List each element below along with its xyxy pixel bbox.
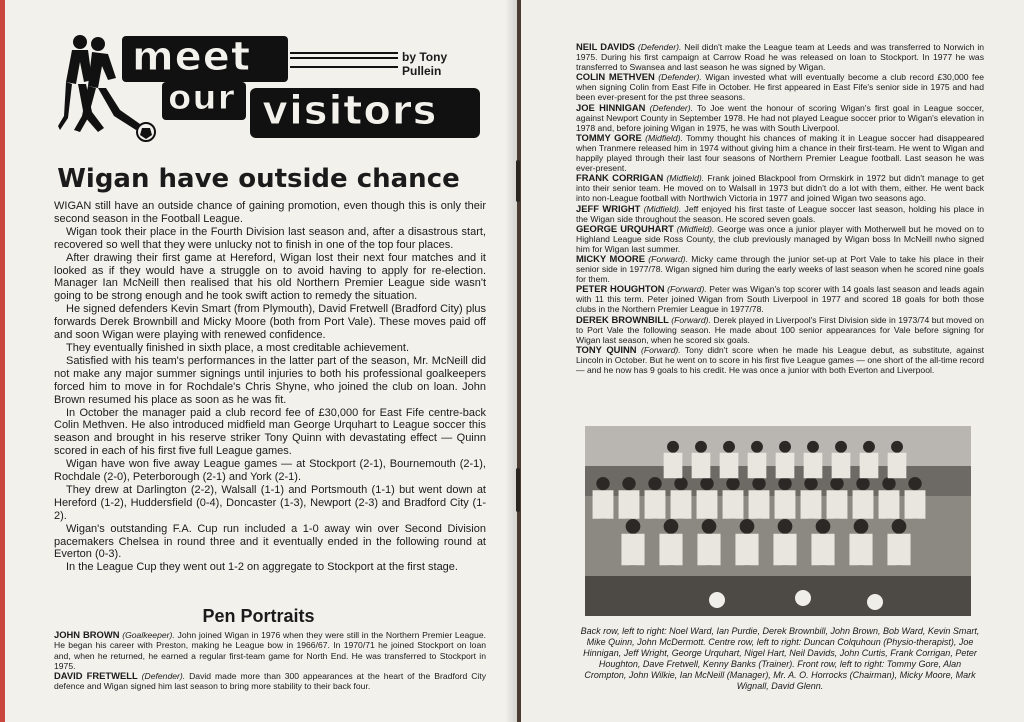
player-head <box>667 441 679 453</box>
portrait-name: DAVID FRETWELL <box>54 670 138 682</box>
player-shirt <box>593 490 614 519</box>
player-shirt <box>811 534 834 566</box>
article-body <box>54 200 486 574</box>
portrait-entry <box>54 671 486 692</box>
player-head <box>778 477 791 490</box>
portrait-name: GEORGE URQUHART <box>576 222 674 234</box>
portrait-role: (Midfield). <box>645 132 683 143</box>
article-paragraph: He signed defenders Kevin Smart (from Plymouth), David Fretwell (Bradford City) plus forwards Derek Brownbill and Micky Moore (both from Port Vale). These moves paid off and soon Wigan were playing with renewed confidence. <box>54 303 486 342</box>
portrait-entry <box>576 133 984 173</box>
portrait-role: (Midfield). <box>676 223 715 234</box>
portrait-name: MICKY MOORE <box>576 252 645 264</box>
player-head <box>807 441 819 453</box>
player-shirt <box>905 490 926 519</box>
portrait-role: (Midfield). <box>666 173 705 184</box>
player-head <box>674 477 687 490</box>
meet-our-visitors-logo <box>58 32 488 142</box>
portrait-name: FRANK CORRIGAN <box>576 172 664 184</box>
portrait-text: David made more than 300 appearances at the heart of the Bradford City defence and Wigan signed him last season to bring more stability to their back four. <box>54 671 487 692</box>
article-paragraph: Satisfied with his team's performances in the latter part of the season, Mr. McNeill did not make any major summer signings until injuries to both his professional goalkeepers forced him to move in for Rochdale's Chris Shyne, who joined the club on loan. John Brown resumed his place as soon as he was fit. <box>54 354 486 406</box>
portrait-text: Neil didn't make the League team at Leeds and was transferred to Norwich in 1975. During his first campaign at Carrow Road he was released on loan to Stockport. In 1977 he was transferred to Swansea and last season he was signed by Wigan. <box>576 42 985 73</box>
player-head <box>830 477 843 490</box>
player-head <box>816 519 831 534</box>
player-head <box>723 441 735 453</box>
article-paragraph: In October the manager paid a club record fee of £30,000 for East Fife centre-back Colin Methven. He also introduced midfield man George Urquhart to League soccer this season and brought in his reserve striker Tony Quinn with devastating effect — Quinn scored in each of his first five full League games. <box>54 406 486 458</box>
portrait-name: JOE HINNIGAN <box>576 101 646 113</box>
player-head <box>891 441 903 453</box>
portrait-text: Tommy thought his chances of making it in League soccer had disappeared when Tranmere released him in 1974 without giving him a chance in their first-team. He went to Wigan and happily played through their last four seasons of Northern Premier League football. Last season he was ever-present. <box>576 132 984 174</box>
decorative-rule <box>290 52 398 68</box>
portrait-role: (Defender). <box>637 42 682 52</box>
portrait-name: JOHN BROWN <box>54 629 120 640</box>
player-shirt <box>887 534 910 566</box>
player-head <box>804 477 817 490</box>
portrait-name: TOMMY GORE <box>576 131 642 143</box>
staple <box>516 468 520 512</box>
player-shirt <box>621 534 644 566</box>
player-head <box>740 519 755 534</box>
right-page <box>521 0 1024 722</box>
player-shirt <box>692 453 711 479</box>
player-shirt <box>697 534 720 566</box>
player-head <box>752 477 765 490</box>
player-head <box>835 441 847 453</box>
football <box>795 590 811 606</box>
player-shirt <box>827 490 848 519</box>
player-head <box>856 477 869 490</box>
portrait-role: (Defender). <box>649 102 694 113</box>
player-head <box>596 477 609 490</box>
player-head <box>726 477 739 490</box>
portrait-entry <box>576 254 984 284</box>
player-shirt <box>832 453 851 479</box>
player-shirt <box>776 453 795 479</box>
article-paragraph: They drew at Darlington (2-2), Walsall (1-1) and Portsmouth (1-1) but went down at Hereford (1-2), Huddersfield (0-4), Doncaster (1-3), Newport (2-3) and Bradford City (1-2). <box>54 483 486 522</box>
player-head <box>854 519 869 534</box>
player-head <box>892 519 907 534</box>
portrait-text: Wigan invested what will eventually become a club record £30,000 fee when signing Colin from East Fife in October. He first appeared in East Fife's senior side in 1975 and had been ever-present for the pst three seasons. <box>576 72 984 103</box>
player-head <box>908 477 921 490</box>
team-photo <box>585 426 971 616</box>
portrait-entry <box>576 204 984 224</box>
photo-caption: Back row, left to right: Noel Ward, Ian Purdie, Derek Brownbill, John Brown, Bob Ward, Kevin Smart, Mike Quinn, John McDermott. Centre row, left to right: Duncan Colquhoun (Physio-therapist), Joe Hinnigan, Jeff Wright, George Urquhart, Nigel Hart, Neil Davids, John Curtis, Frank Corrigan, Peter Houghton, Dave Fretwell, Kenny Banks (Trainer). Front row, left to right: Tommy Gore, Alan Crompton, John Wilkie, Ian McNeill (Manager), Mr. A. O. Horrocks (Chairman), Micky Moore, Mark Wignall, David Glenn. <box>580 626 980 691</box>
logo-word-visitors: visitors <box>262 88 438 134</box>
portrait-text: Jeff enjoyed his first taste of League soccer last season, holding his place in the Wigan side throughout the season. He scored seven goals. <box>576 203 985 224</box>
player-shirt <box>645 490 666 519</box>
player-shirt <box>853 490 874 519</box>
player-shirt <box>849 534 872 566</box>
portrait-role: (Midfield). <box>643 203 682 214</box>
player-shirt <box>735 534 758 566</box>
portrait-name: JEFF WRIGHT <box>576 202 641 214</box>
portrait-role: (Forward). <box>640 344 681 355</box>
player-head <box>664 519 679 534</box>
portrait-text: Peter was Wigan's top scorer with 14 goals last season and leads again with 11 this term. Peter joined Wigan from South Liverpool in 1977 and scored 18 goals for both those clubs in the Northern Premier League in 1977/78. <box>576 284 985 315</box>
player-shirt <box>659 534 682 566</box>
portrait-role: (Goalkeeper). <box>122 630 175 640</box>
portrait-entry <box>576 173 984 203</box>
portrait-entry <box>576 284 984 314</box>
player-head <box>622 477 635 490</box>
player-head <box>778 519 793 534</box>
article-paragraph: In the League Cup they went out 1-2 on aggregate to Stockport at the first stage. <box>66 561 458 574</box>
article-paragraph: Wigan took their place in the Fourth Division last season and, after a disastrous start, recovered so well that they were unlucky not to finish in one of the top four places. <box>54 225 486 251</box>
portrait-name: COLIN METHVEN <box>576 71 655 83</box>
portrait-entry <box>576 345 984 375</box>
player-shirt <box>749 490 770 519</box>
player-head <box>779 441 791 453</box>
player-shirt <box>879 490 900 519</box>
article-paragraph: WIGAN still have an outside chance of gaining promotion, even though this is only their second season in the Football League. <box>54 200 486 225</box>
player-head <box>751 441 763 453</box>
player-shirt <box>860 453 879 479</box>
player-head <box>702 519 717 534</box>
portrait-entry <box>576 72 984 102</box>
portrait-text: Frank joined Blackpool from Ormskirk in 1972 but didn't manage to get into their senior team. He moved on to Walsall in 1973 but didn't do a lot with them, either. He went back into non-League football with Northwich Victoria in 1977 and joined Wigan two seasons ago. <box>576 173 985 204</box>
player-head <box>695 441 707 453</box>
article-paragraph: Wigan have won five away League games — at Stockport (2-1), Bournemouth (2-1), Rochdale (2-0), Peterborough (2-1) and York (2-1). <box>54 458 486 484</box>
player-head <box>863 441 875 453</box>
portrait-entry <box>576 42 984 72</box>
player-shirt <box>671 490 692 519</box>
pen-portraits-heading: Pen Portraits <box>202 606 315 626</box>
portrait-role: (Forward). <box>667 284 707 295</box>
portrait-entry <box>54 630 486 671</box>
player-shirt <box>748 453 767 479</box>
portrait-text: John joined Wigan in 1976 when they were still in the Northern Premier League. He began his career with Preston, making he League bow in 1966/67. In 1970/71 he joined Stockport on loan and, when he returned, he earned a regular first-team game for North End. He was transferred to Stockport in 1975. <box>54 630 486 671</box>
staple <box>516 160 520 202</box>
portrait-text: Micky came through the junior set-up at Port Vale to take his place in their senior side in 1977/78. Wigan signed him during the early weeks of last season when he scored nine goals for them. <box>576 253 985 285</box>
article-title: Wigan have outside chance <box>57 164 460 194</box>
portrait-name: DEREK BROWNBILL <box>576 313 669 325</box>
player-shirt <box>804 453 823 479</box>
player-head <box>700 477 713 490</box>
player-shirt <box>697 490 718 519</box>
portrait-role: (Defender). <box>658 72 702 83</box>
article-paragraph: They eventually finished in sixth place, a most creditable achievement. <box>66 341 410 354</box>
player-shirt <box>720 453 739 479</box>
portrait-name: TONY QUINN <box>576 343 637 355</box>
portrait-name: NEIL DAVIDS <box>576 41 635 52</box>
player-shirt <box>723 490 744 519</box>
football <box>867 594 883 610</box>
portrait-role: (Forward). <box>648 253 688 264</box>
portrait-entry <box>576 224 984 254</box>
player-shirt <box>888 453 907 479</box>
player-shirt <box>801 490 822 519</box>
player-shirt <box>773 534 796 566</box>
player-shirt <box>775 490 796 519</box>
article-paragraph: After drawing their first game at Hereford, Wigan lost their next four matches and it looked as if they would have a struggle on to avoid having to apply for re-election. Manager Ian McNeill then realised that his old Northern Premier League side wasn't going to be strong enough and he took swift action to remedy the situation. <box>54 251 486 303</box>
pen-portraits-left <box>54 630 486 692</box>
player-head <box>882 477 895 490</box>
portrait-role: (Forward). <box>671 314 711 325</box>
player-head <box>648 477 661 490</box>
byline: by Tony Pullein <box>402 50 448 78</box>
football <box>709 592 725 608</box>
player-shirt <box>619 490 640 519</box>
pen-portraits-right <box>576 42 984 375</box>
logo-word-our: our <box>168 78 236 118</box>
player-shirt <box>664 453 683 479</box>
portrait-entry <box>576 315 984 345</box>
player-head <box>626 519 641 534</box>
article-paragraph: Wigan's outstanding F.A. Cup run included a 1-0 away win over Second Division pacemakers Chelsea in round three and it eventually ended in the following round at Everton (0-3). <box>54 522 486 561</box>
logo-word-meet: meet <box>132 34 252 80</box>
portrait-text: Tony didn't score when he made his League debut, as substitute, against Lincoln in October. But he went on to score in his first five League games — one short of the all-time record — and he now has 9 goals to his credit. He was once a junior with both Everton and Liverpool. <box>576 344 985 375</box>
portrait-role: (Defender). <box>141 671 186 682</box>
portrait-text: To Joe went the honour of scoring Wigan's first goal in League soccer, against Newport County in September 1978. He had not played League soccer prior to Wigan's elevation in 1978 and, before joining Wigan in 1975, he was with South Liverpool. <box>576 102 985 133</box>
portrait-name: PETER HOUGHTON <box>576 283 665 295</box>
portrait-text: George was once a junior player with Motherwell but he moved on to Highland League side Ross County, the club previously managed by Wigan boss In McNeill nwho signed him for Wigan last summer. <box>576 223 985 254</box>
portrait-text: Derek played in Liverpool's First Division side in 1973/74 but moved on to Port Vale the following season. He made about 100 senior appearances for Vale before signing for Wigan last season, when he scored six goals. <box>576 314 985 345</box>
portrait-entry <box>576 103 984 133</box>
